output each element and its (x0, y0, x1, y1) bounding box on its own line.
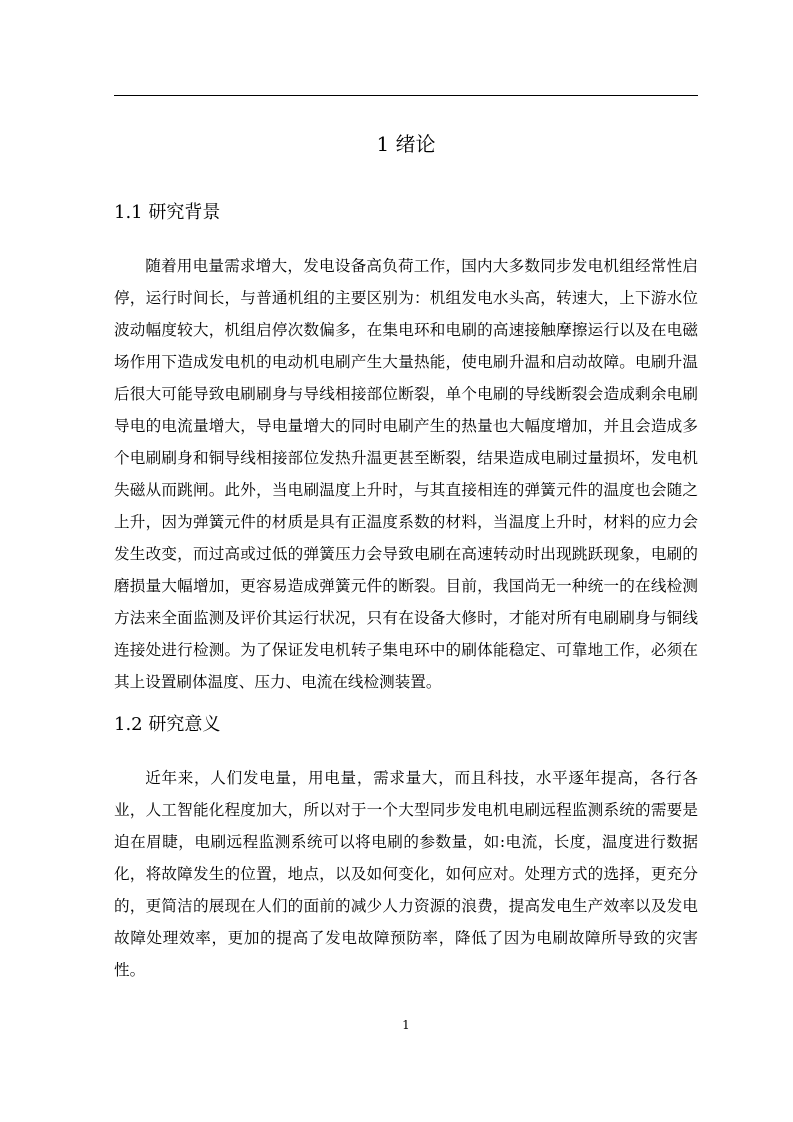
section-heading-significance: 1.2 研究意义 (114, 714, 221, 735)
page-number: 1 (402, 1018, 410, 1032)
header-rule (114, 95, 698, 96)
section-paragraph-background: 随着用电量需求增大，发电设备高负荷工作，国内大多数同步发电机组经常性启停，运行时间长，与普通机组的主要区别为：机组发电水头高，转速大，上下游水位波动幅度较大，机组启停次数偏多，在集电环和电刷的高速接触摩擦运行以及在电磁场作用下造成发电机的电动机电刷产生大量热能，使电刷升温和启动故障。电刷升温后很大可能导致电刷刷身与导线相接部位断裂，单个电刷的导线断裂会造成剩余电刷导电的电流量增大，导电量增大的同时电刷产生的热量也大幅度增加，并且会造成多个电刷刷身和铜导线相接部位发热升温更甚至断裂，结果造成电刷过量损坏，发电机失磁从而跳闸。此外，当电刷温度上升时，与其直接相连的弹簧元件的温度也会随之上升，因为弹簧元件的材质是具有正温度系数的材料，当温度上升时，材料的应力会发生改变，而过高或过低的弹簧压力会导致电刷在高速转动时出现跳跃现象，电刷的磨损量大幅增加，更容易造成弹簧元件的断裂。目前，我国尚无一种统一的在线检测方法来全面监测及评价其运行状况，只有在设备大修时，才能对所有电刷刷身与铜线连接处进行检测。为了保证发电机转子集电环中的刷体能稳定、可靠地工作，必须在其上设置刷体温度、压力、电流在线检测装置。 (114, 257, 698, 691)
section-heading-background: 1.1 研究背景 (114, 202, 221, 223)
section-paragraph-significance: 近年来，人们发电量，用电量，需求量大，而且科技，水平逐年提高，各行各业，人工智能化程度加大，所以对于一个大型同步发电机电刷远程监测系统的需要是迫在眉睫，电刷远程监测系统可以将电刷的参数量，如:电流，长度，温度进行数据化，将故障发生的位置，地点，以及如何变化，如何应对。处理方式的选择，更充分的，更简洁的展现在人们的面前的减少人力资源的浪费，提高发电生产效率以及发电故障处理效率，更加的提高了发电故障预防率，降低了因为电刷故障所导致的灾害性。 (114, 769, 698, 979)
chapter-title: 1 绪论 (376, 132, 436, 156)
